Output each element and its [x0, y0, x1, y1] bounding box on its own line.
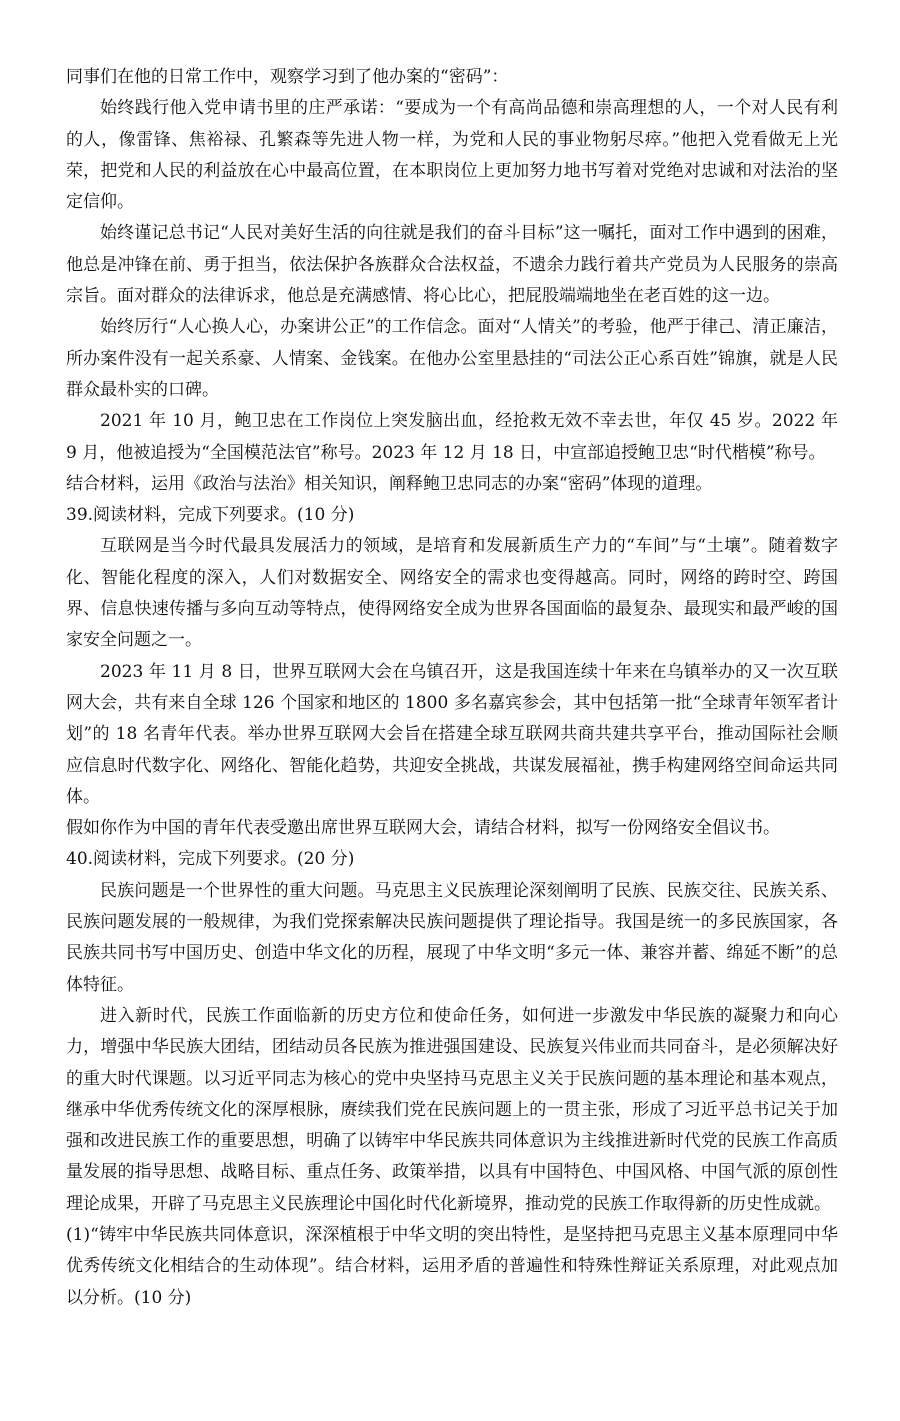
code-paragraph-fairness: 始终厉行“人心换人心，办案讲公正”的工作信念。面对“人情关”的考验，他严于律己、清正廉洁，所办案件没有一起关系豪、人情案、金钱案。在他办公室里悬挂的“司法公正心系百姓”锦旗，就是人民群众最朴实的口碑。	[66, 317, 838, 400]
question-40-heading: 40.阅读材料，完成下列要求。(20 分)	[66, 849, 355, 870]
code-paragraph-people: 始终谨记总书记“人民对美好生活的向往就是我们的奋斗目标”这一嘱托，面对工作中遇到的困难，他总是冲锋在前、勇于担当，依法保护各族群众合法权益，不遗余力践行着共产党员为人民服务的崇高宗旨。面对群众的法律诉求，他总是充满感情、将心比心，把屁股端端地坐在老百姓的这一边。	[66, 223, 838, 307]
question-39-heading: 39.阅读材料，完成下列要求。(10 分)	[66, 505, 355, 526]
ethnic-paragraph-1: 民族问题是一个世界性的重大问题。马克思主义民族理论深刻阐明了民族、民族交往、民族关系、民族问题发展的一般规律，为我们党探索解决民族问题提供了理论指导。我国是统一的多民族国家，各民族共同书写中国历史、创造中华文化的历程，展现了中华文明“多元一体、兼容并蓄、绵延不断”的总体特征。	[66, 880, 838, 995]
biography-paragraph: 2021 年 10 月，鲍卫忠在工作岗位上突发脑出血，经抢救无效不幸去世，年仅 45 岁。2022 年 9 月，他被追授为“全国模范法官”称号。2023 年 12 月 18 日，中宣部追授鲍卫忠“时代楷模”称号。	[66, 411, 838, 463]
question-38-prompt: 结合材料，运用《政治与法治》相关知识，阐释鲍卫忠同志的办案“密码”体现的道理。	[66, 473, 713, 494]
question-39-prompt: 假如你作为中国的青年代表受邀出席世界互联网大会，请结合材料，拟写一份网络安全倡议书。	[66, 818, 780, 839]
ethnic-paragraph-2: 进入新时代，民族工作面临新的历史方位和使命任务，如何进一步激发中华民族的凝聚力和向心力，增强中华民族大团结，团结动员各民族为推进强国建设、民族复兴伟业而共同奋斗，是必须解决好的重大时代课题。以习近平同志为核心的党中央坚持马克思主义关于民族问题的基本理论和基本观点，继承中华优秀传统文化的深厚根脉，赓续我们党在民族问题上的一贯主张，形成了习近平总书记关于加强和改进民族工作的重要思想，明确了以铸牢中华民族共同体意识为主线推进新时代党的民族工作高质量发展的指导思想、战略目标、重点任务、政策举措，以具有中国特色、中国风格、中国气派的原创性理论成果，开辟了马克思主义民族理论中国化时代化新境界，推动党的民族工作取得新的历史性成就。	[66, 1005, 838, 1214]
intro-line: 同事们在他的日常工作中，观察学习到了他办案的“密码”：	[66, 67, 509, 87]
question-40-sub-1: (1)“铸牢中华民族共同体意识，深深植根于中华文明的突出特性，是坚持把马克思主义基本原理同中华优秀传统文化相结合的生动体现”。结合材料，运用矛盾的普遍性和特殊性辩证关系原理，对此观点加以分析。(10 分)	[66, 1224, 838, 1308]
code-paragraph-pledge: 始终践行他入党申请书里的庄严承诺：“要成为一个有高尚品德和崇高理想的人，一个对人民有利的人，像雷锋、焦裕禄、孔繁森等先进人物一样，为党和人民的事业物躬尽瘁。”他把入党看做无上光荣，把党和人民的利益放在心中最高位置，在本职岗位上更加努力地书写着对党绝对忠诚和对法治的坚定信仰。	[66, 98, 838, 213]
internet-paragraph-1: 互联网是当今时代最具发展活力的领域，是培育和发展新质生产力的“车间”与“土壤”。随着数字化、智能化程度的深入，人们对数据安全、网络安全的需求也变得越高。同时，网络的跨时空、跨国界、信息快速传播与多向互动等特点，使得网络安全成为世界各国面临的最复杂、最现实和最严峻的国家安全问题之一。	[66, 536, 838, 651]
internet-paragraph-2: 2023 年 11 月 8 日，世界互联网大会在乌镇召开，这是我国连续十年来在乌镇举办的又一次互联网大会，共有来自全球 126 个国家和地区的 1800 多名嘉宾参会，其中包括第一批“全球青年领军者计划”的 18 名青年代表。举办世界互联网大会旨在搭建全球互联网共商共建共享平台，推动国际社会顺应信息时代数字化、网络化、智能化趋势，共迎安全挑战，共谋发展福祉，携手构建网络空间命运共同体。	[66, 661, 838, 807]
